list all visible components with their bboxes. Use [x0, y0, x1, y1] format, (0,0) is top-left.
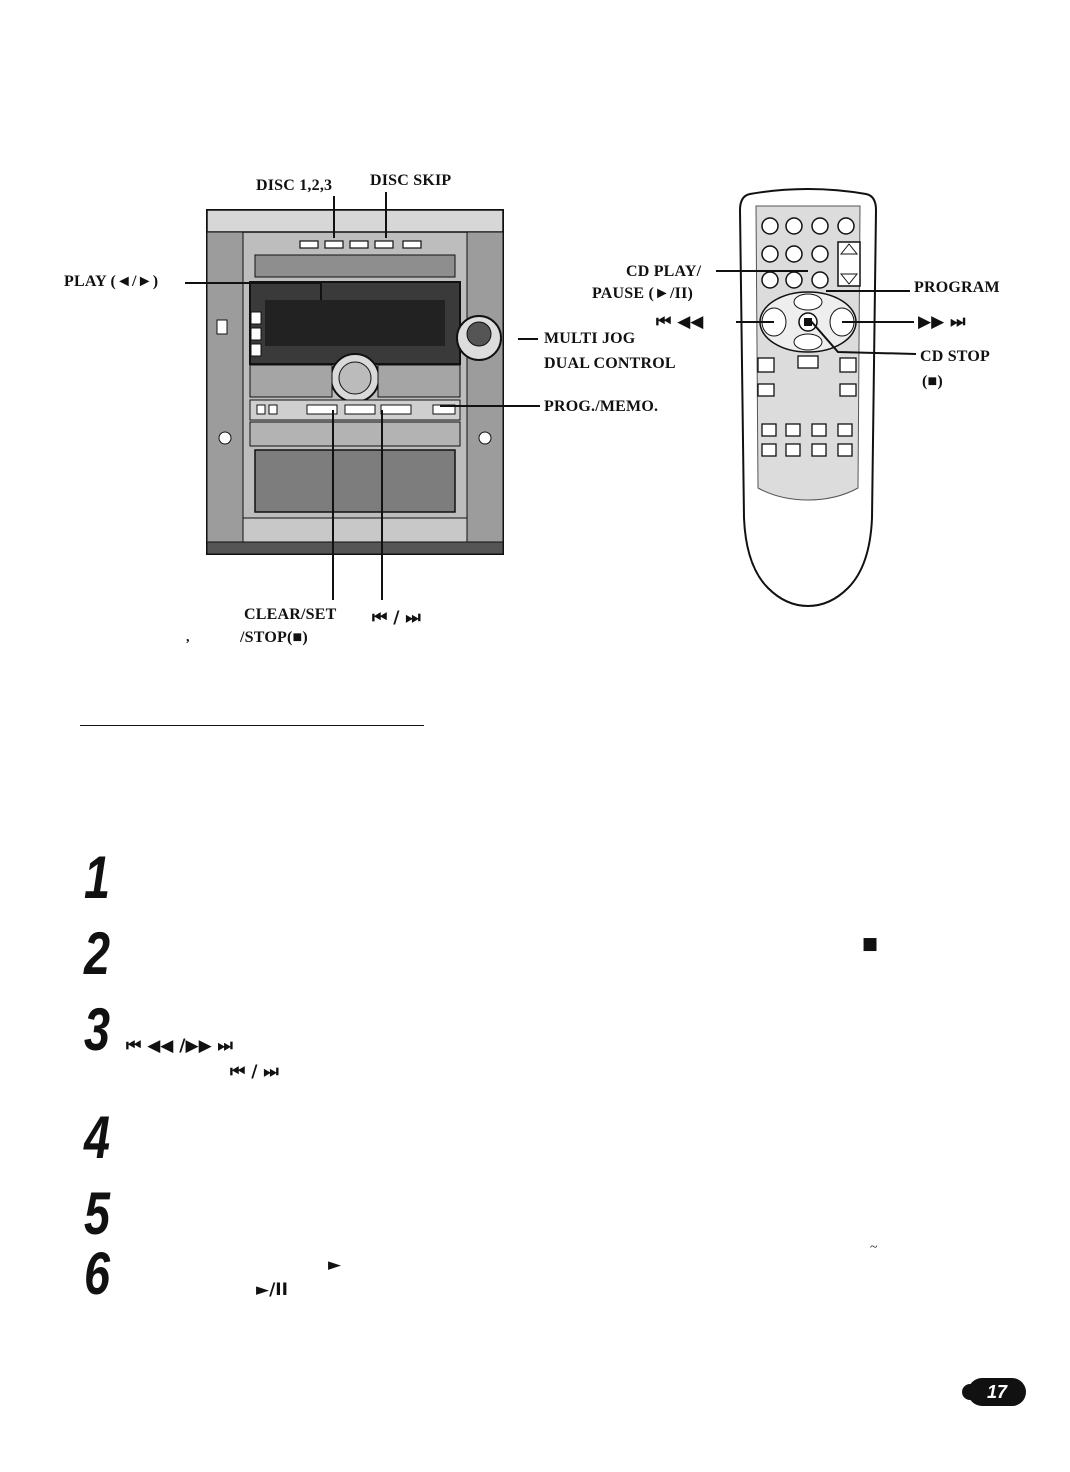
remote-skip-fwd-label: ▶▶ ⏭ [918, 312, 966, 332]
multi-jog-label: MULTI JOG [544, 330, 636, 347]
step-3-symbols: ⏮ ◀◀ /▶▶ ⏭ [126, 1036, 233, 1056]
cd-stop-symbol: (■) [922, 373, 943, 390]
step-6-play-pause-symbol: ►/II [256, 1280, 288, 1300]
step-2-stop-symbol: ■ [862, 934, 879, 954]
multi-jog-leader [518, 338, 538, 340]
remote-skip-back-leader [736, 321, 774, 323]
play-leader [185, 282, 320, 284]
cd-play-label: CD PLAY/ [626, 263, 702, 280]
disc123-label: DISC 1,2,3 [256, 177, 333, 194]
remote-skip-back-label: ⏮ ◀◀ [656, 312, 704, 332]
step-4-number: 4 [84, 1104, 111, 1171]
skip-main-label: ⏮ / ⏭ [372, 608, 421, 628]
disc-skip-leader [385, 192, 387, 238]
program-label: PROGRAM [914, 279, 1000, 296]
play-label: PLAY (◄/►) [64, 273, 159, 290]
clear-set-leader [332, 410, 334, 600]
step-1-number: 1 [84, 844, 111, 911]
step-3-number: 3 [84, 996, 111, 1063]
disc-skip-label: DISC SKIP [370, 172, 452, 189]
disc123-leader [333, 196, 335, 238]
dual-control-label: DUAL CONTROL [544, 355, 676, 372]
step-2-number: 2 [84, 920, 111, 987]
step-3-symbols-2: ⏮ / ⏭ [230, 1062, 279, 1082]
cd-stop-leader [808, 318, 918, 362]
stereo-unit-illustration [195, 200, 515, 562]
cd-play-leader [716, 270, 808, 272]
clear-set-label: CLEAR/SET [244, 606, 337, 623]
remote-control-illustration [736, 188, 880, 610]
step-6-play-symbol: ► [328, 1255, 342, 1275]
step-5-number: 5 [84, 1180, 111, 1247]
skip-main-leader [381, 410, 383, 600]
stop-label: /STOP(■) [240, 629, 308, 646]
play-leader-drop [320, 282, 322, 300]
step-5-tilde: ~ [870, 1240, 878, 1255]
stray-mark: , [186, 630, 190, 645]
program-leader [826, 290, 910, 292]
prog-memo-label: PROG./MEMO. [544, 398, 659, 415]
cd-stop-label: CD STOP [920, 348, 991, 365]
step-6-number: 6 [84, 1240, 111, 1307]
pause-label: PAUSE (►/II) [592, 285, 694, 302]
section-divider [80, 725, 424, 726]
page-number-badge: 17 [968, 1378, 1026, 1406]
prog-memo-leader [440, 405, 540, 407]
